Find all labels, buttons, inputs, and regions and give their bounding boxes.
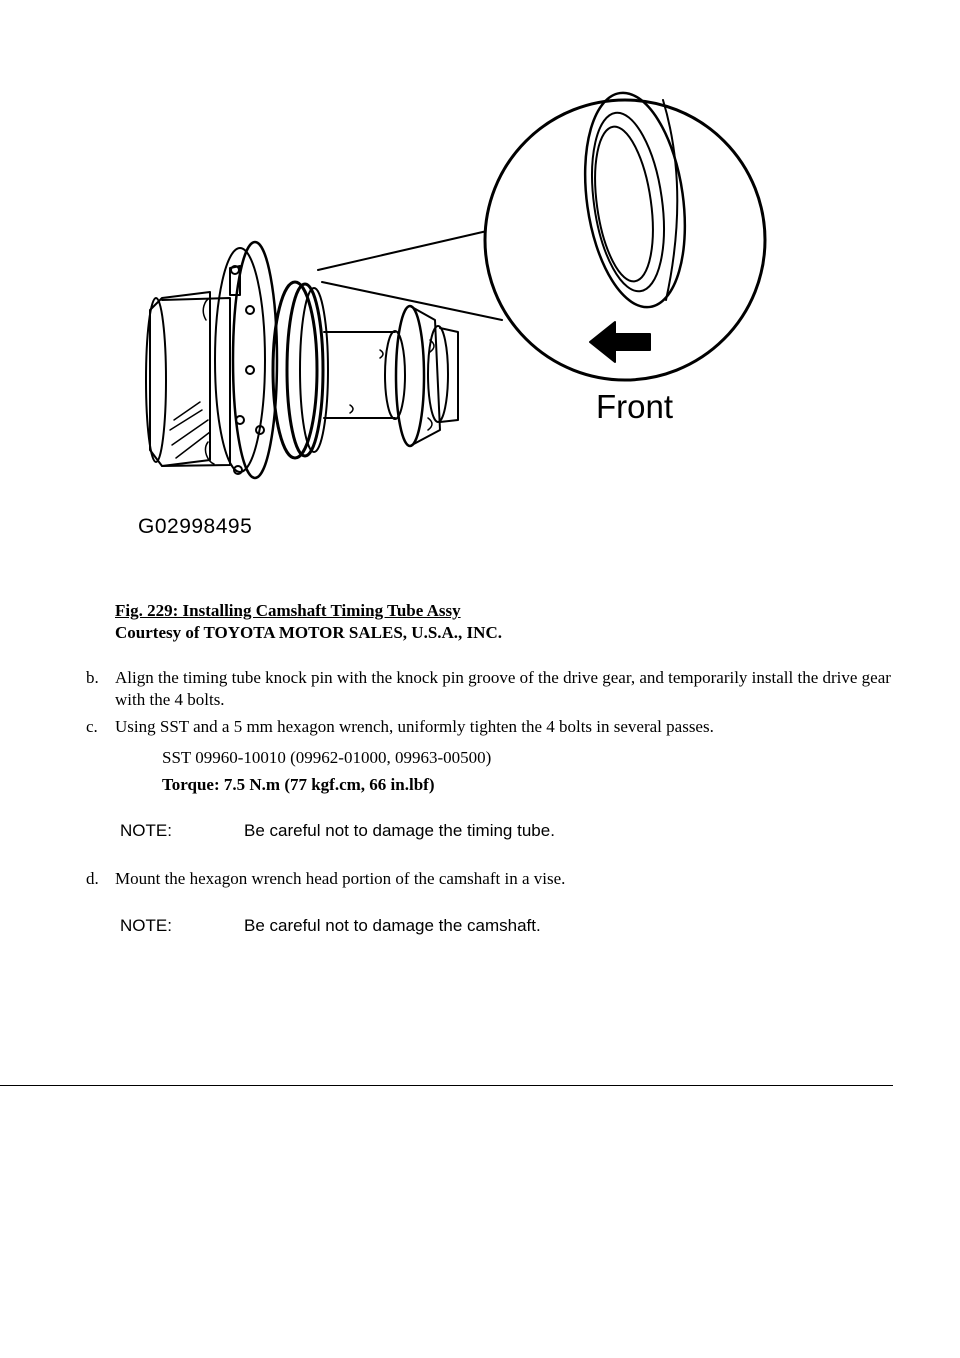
front-label: Front <box>596 388 674 425</box>
note-label: NOTE: <box>120 916 172 935</box>
sst-spec: SST 09960-10010 (09962-01000, 09963-00500) <box>162 748 492 767</box>
step-marker: d. <box>86 869 99 888</box>
note-text: Be careful not to damage the timing tube. <box>244 821 555 840</box>
step-text: Using SST and a 5 mm hexagon wrench, uniformly tighten the 4 bolts in several passes. <box>115 717 714 736</box>
step-text: Mount the hexagon wrench head portion of the camshaft in a vise. <box>115 869 566 888</box>
step-marker: b. <box>86 668 99 687</box>
step-marker: c. <box>86 717 98 736</box>
figure-id-label: G02998495 <box>138 515 253 538</box>
note-label: NOTE: <box>120 821 172 840</box>
figure-title: Fig. 229: Installing Camshaft Timing Tube Assy <box>115 601 461 620</box>
step-text: Align the timing tube knock pin with the knock pin groove of the drive gear, and temporarily install the drive gear with the 4 bolts. <box>115 668 891 709</box>
camshaft-illustration <box>110 70 810 550</box>
note-text: Be careful not to damage the camshaft. <box>244 916 541 935</box>
figure-courtesy: Courtesy of TOYOTA MOTOR SALES, U.S.A., INC. <box>115 623 502 642</box>
figure-caption <box>115 600 502 644</box>
page-divider <box>0 1085 893 1086</box>
torque-spec: Torque: 7.5 N.m (77 kgf.cm, 66 in.lbf) <box>162 775 435 794</box>
